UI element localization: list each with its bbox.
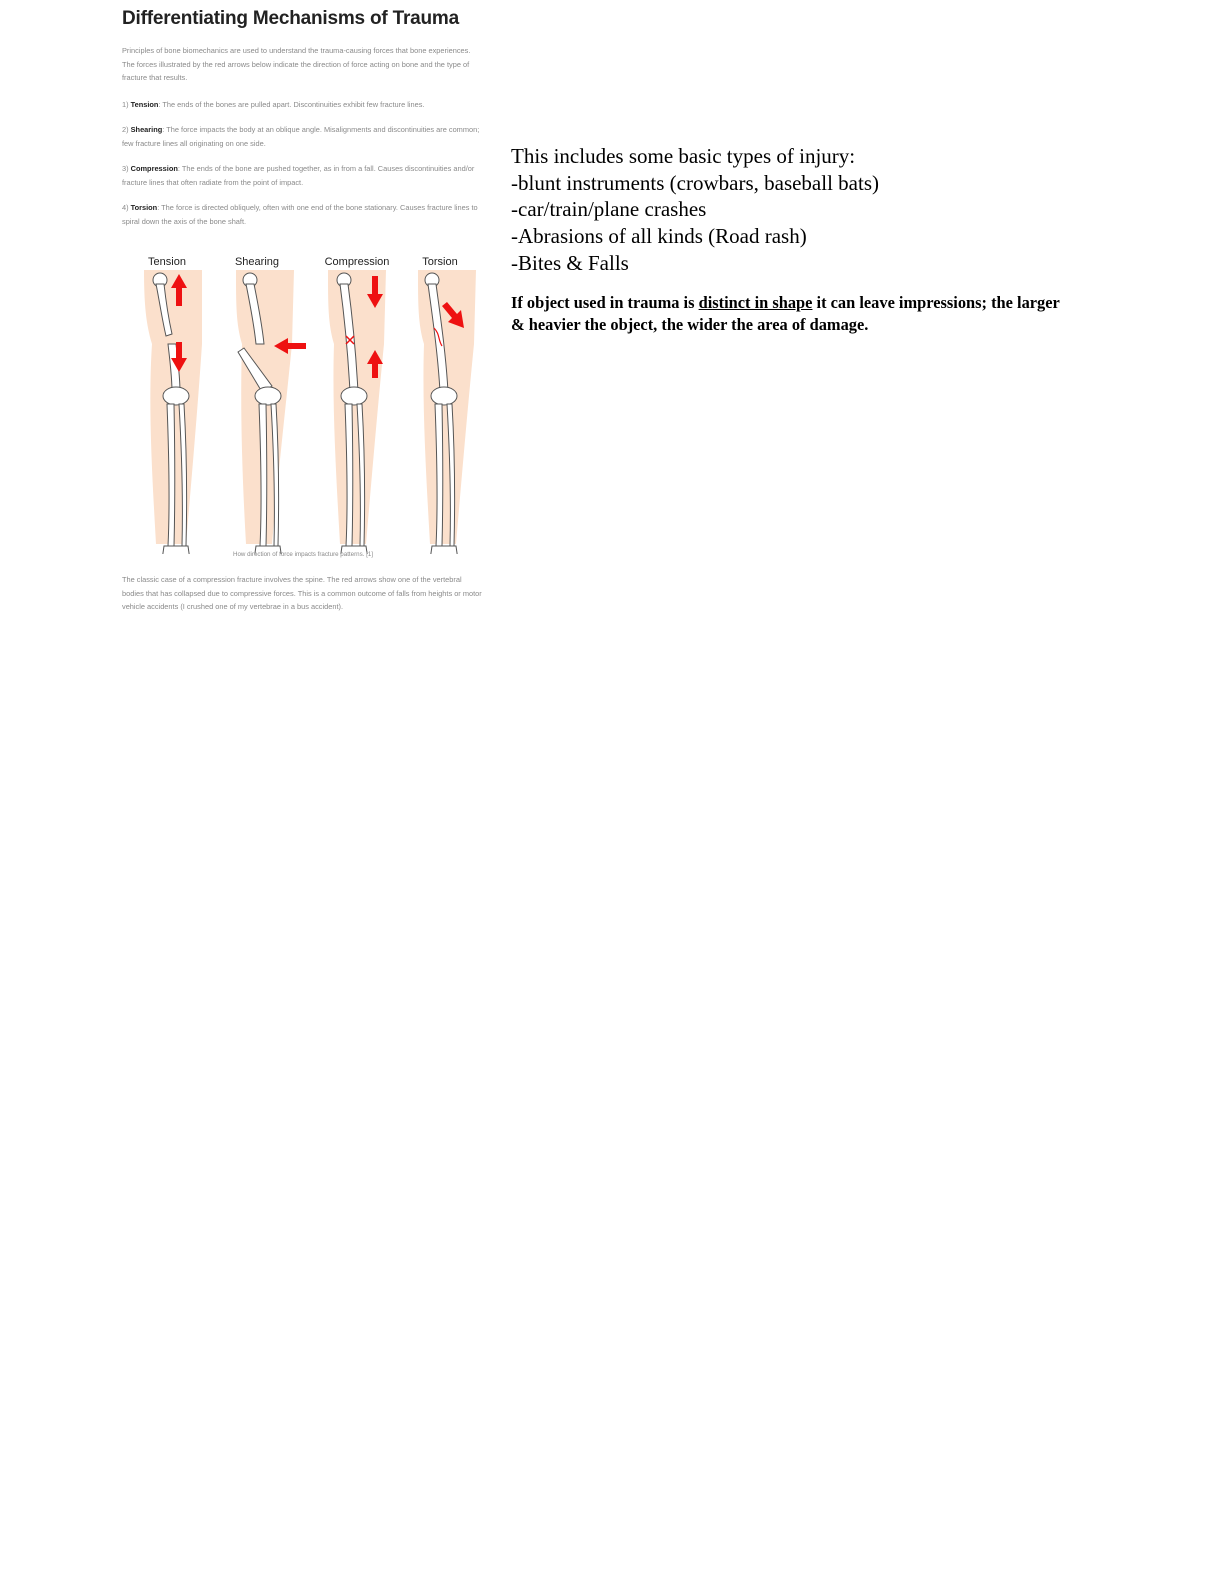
mechanism-text: : The ends of the bones are pulled apart. Discontinuities exhibit few fracture lines. [158, 100, 425, 109]
mechanism-number: 2) [122, 125, 131, 134]
trauma-mechanisms-figure [122, 8, 484, 614]
mechanism-term: Torsion [130, 203, 158, 212]
note-text-before: If object used in trauma is [511, 293, 699, 312]
figure-intro: Principles of bone biomechanics are used to understand the trauma-causing forces that bone experiences. The forces illustrated by the red arrows below indicate the direction of force acting on bone and the type of fracture that results. [122, 46, 471, 83]
panel-label-shearing: Shearing [234, 256, 280, 268]
impression-note [511, 292, 1076, 337]
mechanism-number: 4) [122, 203, 131, 212]
mechanism-number: 1) [122, 100, 131, 109]
mechanism-term: Tension [130, 100, 159, 109]
mechanism-text: : The force is directed obliquely, often with one end of the bone stationary. Causes fracture lines to spiral down the axis of the bone shaft. [122, 203, 478, 226]
mechanism-compression [122, 162, 484, 189]
panel-label-tension: Tension [148, 256, 186, 268]
mechanism-term: Shearing [130, 125, 163, 134]
injury-type-item: -Abrasions of all kinds (Road rash) [511, 224, 807, 249]
figure-title: Differentiating Mechanisms of Trauma [122, 8, 459, 29]
panel-label-compression: Compression [324, 256, 390, 268]
mechanism-text: : The ends of the bone are pushed together, as in from a fall. Causes discontinuities and/or fracture lines that often radiate from the point of impact. [122, 164, 475, 187]
note-text-after: it can leave impressions; the larger & heavier the object, the wider the area of damage. [511, 293, 1060, 335]
mechanism-tension [122, 98, 484, 112]
injury-type-item: -Bites & Falls [511, 250, 629, 275]
mechanism-term: Compression [130, 164, 178, 173]
injury-types-heading: This includes some basic types of injury: [511, 144, 856, 168]
figure-caption: How direction of force impacts fracture patterns. [1] [233, 551, 373, 558]
injury-type-item: -car/train/plane crashes [511, 197, 707, 222]
figure-outro: The classic case of a compression fracture involves the spine. The red arrows show one of the vertebral bodies that has collapsed due to compressive forces. This is a common outcome of falls from heights or motor vehicle accidents (I crushed one of my vertebrae in a bus accident). [122, 575, 482, 612]
mechanism-text: : The force impacts the body at an oblique angle. Misalignments and discontinuities are common; few fracture lines all originating on one side. [122, 125, 480, 148]
note-emphasis: distinct in shape [698, 293, 813, 312]
panel-label-torsion: Torsion [422, 256, 458, 268]
fracture-types-illustration [122, 244, 484, 554]
mechanism-number: 3) [122, 164, 131, 173]
mechanism-torsion [122, 201, 484, 228]
injury-types-list [511, 143, 1151, 277]
injury-type-item: -blunt instruments (crowbars, baseball bats) [511, 170, 879, 195]
mechanism-shearing [122, 123, 484, 150]
